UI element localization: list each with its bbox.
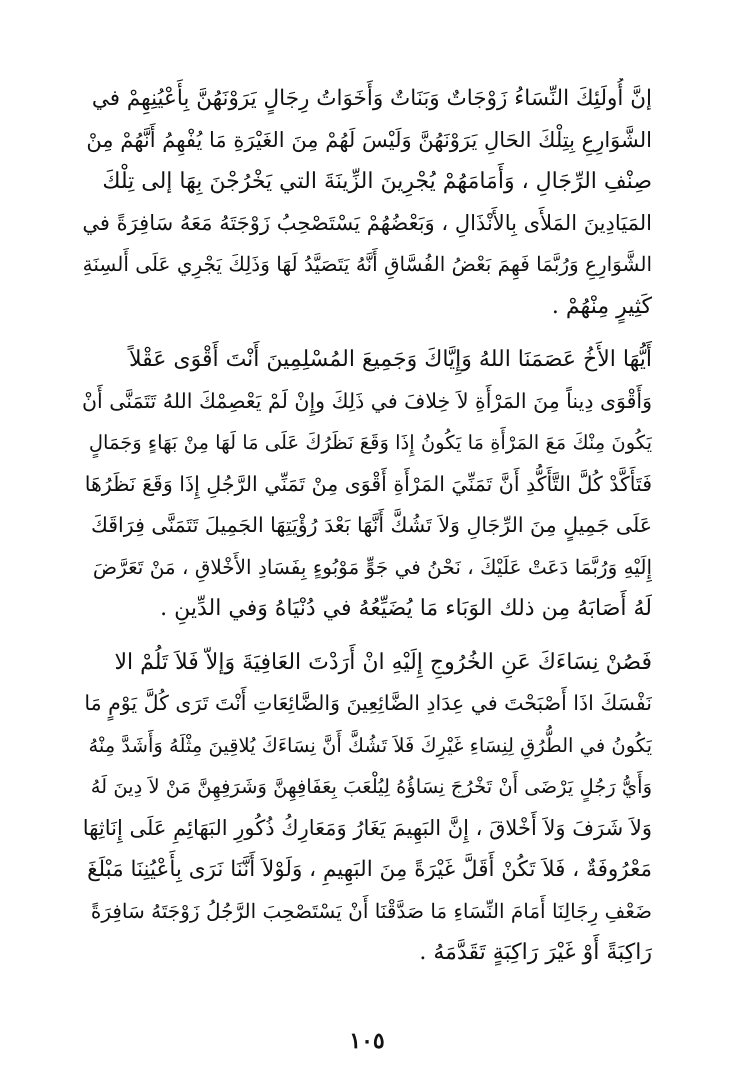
text-line: الشَّوَارِعِ وَرُبَّمَا فَهِمَ بَعْضُ الفُسَّاقِ أَنَّهُ يَتَصَيَّدُ لَهَا وَذَلِكَ يَجْرِي عَلَى أَلسِنَةِ: [82, 252, 652, 276]
text-line: وَأَيُّ رَجُلٍ يَرْضَى أَنْ تَخْرُجَ نِسَاؤُهُ لِيُلْعَبَ بِعَفَافِهِنَّ وَشَرَفِهِنَّ مَنْ لاَ دِينَ لَهُ: [90, 775, 652, 798]
text-line: وَأَقْوَى دِيناً مِنَ المَرْأَةِ لاَ خِلافَ في ذَلِكَ وإِنْ لَمْ يَعْصِمْكَ اللهُ تَتَمَنَّى أَنْ: [82, 388, 652, 413]
text-line: إِلَيْهِ وَرُبَّمَا دَعَتْ عَلَيْكَ ، نَحْنُ في جَوٍّ مَوْبُوءٍ بِفَسَادِ الأَخْلاقِ ، مَنْ تَعَرَّضَ: [92, 554, 652, 579]
text-line: صِنْفِ الرِّجَالِ ، وَأَمَامَهُمْ يُجْرِينَ الزِّينَةَ التي يَخْرُجْنَ بِهَا إلى تِلْكَ: [102, 169, 652, 194]
text-line: يَكُونَ مِنْكَ مَعَ المَرْأَةِ مَا يَكُونُ إِذَا وَقَعَ نَظَرُكَ عَلَى مَا لَهَا مِنْ بَهَاءٍ وَجَمَالٍ: [88, 431, 652, 454]
text-line: رَاكِبَةً أَوْ غَيْرَ رَاكِبَةٍ تَقَدَّمَهُ .: [419, 940, 652, 965]
text-line: مَعْرُوفَةٌ ، فَلاَ تَكُنْ أَقَلَّ غَيْرَةً مِنَ البَهِيمِ ، وَلَوْلاَ أَنَّنَا نَرَى بِأَعْيُنِنَا مَبْلَغَ: [87, 857, 652, 882]
paragraph: [82, 642, 652, 974]
text-line: فَصُنْ نِسَاءَكَ عَنِ الخُرُوجِ إِلَيْهِ انْ أَرَدْتَ العَافِيَةَ وَإلاّ فَلاَ تَلُمْ الا: [114, 649, 652, 675]
text-line: ضَعْفِ رِجَالِنَا أَمَامَ النِّسَاءِ مَا صَدَّقْنَا أَنْ يَسْتَصْحِبَ الرَّجُلُ زَوْجَتَهُ سَافِرَةً: [90, 898, 652, 923]
body-text: [82, 78, 652, 974]
text-line: لَهُ أَصَابَهُ مِن ذلك الوَبَاء مَا يُضَيِّعُهُ في دُنْيَاهُ وَفي الدِّينِ .: [160, 596, 652, 621]
text-line: عَلَى جَمِيلٍ مِنَ الرِّجَالِ وَلاَ تَشُكَّ أَنَّهَا بَعْدَ رُؤْيَتِهَا الجَمِيلَ تَتَمَنَّى فِرَاقَكَ: [90, 513, 652, 537]
text-line: أَيُّهَا الأَخُ عَصَمَنَا اللهُ وَإِيَّاكَ وَجَمِيعَ المُسْلِمِينَ أَنْتَ أَقْوَى عَقْلاً: [128, 347, 652, 372]
text-line: كَثِيرٍ مِنْهُمْ .: [551, 293, 652, 319]
page-number: ١٠٥: [349, 1028, 385, 1054]
text-line: نَفْسَكَ اذَا أَصْبَحْتَ في عِدَادِ الضَّائِعِينَ وَالضَّائِعَاتِ أَنْتَ تَرَى كُلَّ يَوْمٍ مَا: [84, 691, 652, 715]
text-line: إنَّ أُولَئِكَ النِّسَاءُ زَوْجَاتٌ وَبَنَاتٌ وَأَخَوَاتُ رِجَالٍ يَرَوْنَهُنَّ بِأَعْيُنِهِمْ في: [91, 86, 652, 111]
text-line: وَلاَ شَرَفَ وَلاَ أَخْلاقَ ، إِنَّ البَهِيمَ يَغَارُ وَمَعَارِكُ ذُكُورِ البَهَائِمِ عَلَى إِنَاثِهَا: [82, 815, 652, 840]
text-line: يَكُونُ في الطُّرُقِ لِنِسَاءِ غَيْرِكَ فَلاَ تَشُكَّ أَنَّ نِسَاءَكَ يُلاقِينَ مِثْلَهُ وَأَشَدَّ مِنْهُ: [88, 733, 652, 757]
text-line: المَيَادِينَ المَلأَى بِالأَنْذَالِ ، وَبَعْضُهُمْ يَسْتَصْحِبُ زَوْجَتَهُ مَعَهُ سَافِرَةً في: [82, 210, 652, 235]
paragraph: [82, 339, 652, 630]
text-line: الشَّوَارِعِ بِتِلْكَ الحَالِ يَرَوْنَهُنَّ وَلَيْسَ لَهُمْ مِنَ الغَيْرَةِ مَا يُفْهِمُ أَنَّهُمْ مِنْ: [86, 127, 652, 152]
paragraph: [82, 78, 652, 327]
text-line: فَتَأَكَّدْ كُلَّ التَّأَكُّدِ أَنَّ تَمَنِّيَ المَرْأَةِ أَقْوَى مِنْ تَمَنِّي الرَّجُلِ إِذَا وَقَعَ نَظَرُهَا: [84, 471, 652, 496]
